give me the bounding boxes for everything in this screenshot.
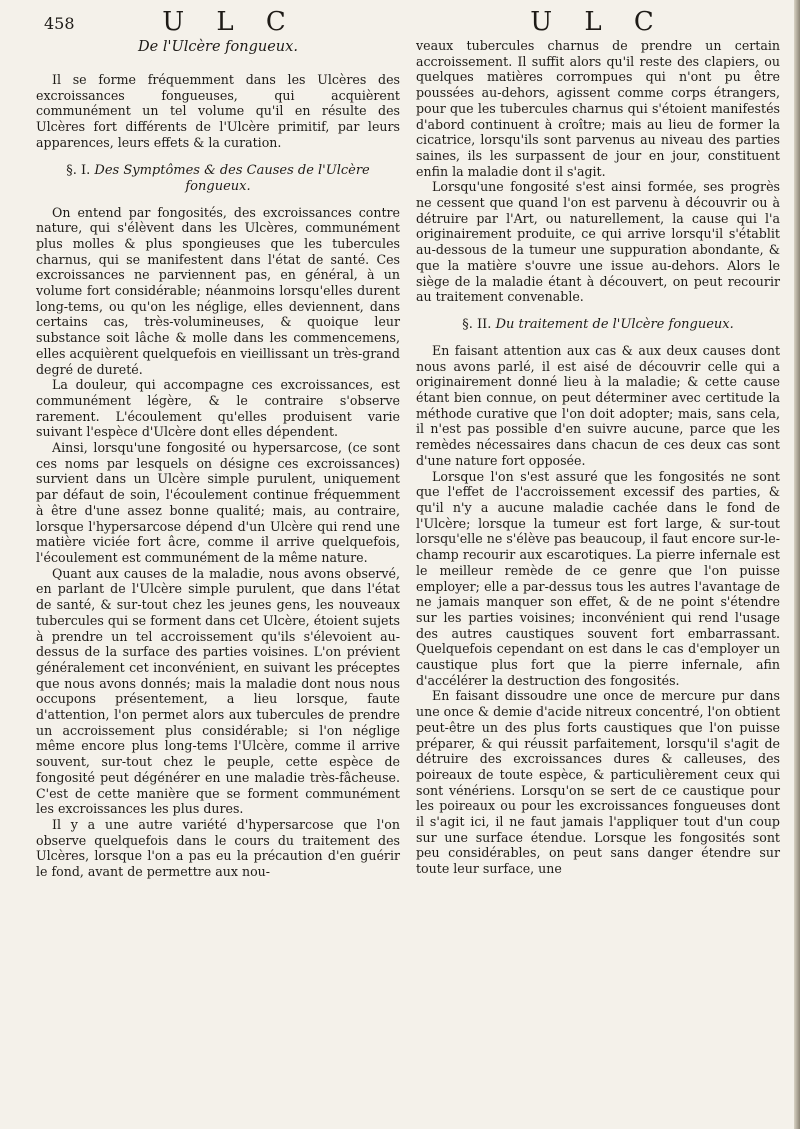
section-number: §. I. [66, 162, 91, 178]
page-edge-shadow [794, 0, 800, 1129]
paragraph: On entend par fongosités, des excroissances contre nature, qui s'élèvent dans les Ulcères, communément plus molles & plus spongieuses que les tubercules charnus, qui se manifestent dans l'état de santé. Ces excroissances ne parviennent pas, en général, à un volume fort considérable; néanmoins lorsqu'elles durent long-tems, ou qu'on les néglige, elles deviennent, dans certains cas, très-volumineuses, & quoique leur substance soit lâche & molle dans les commencemens, elles acquièrent quelquefois en vieillissant un très-grand degré de dureté. [36, 204, 400, 377]
running-head-left: U L C [162, 7, 298, 37]
paragraph: La douleur, qui accompagne ces excroissances, est communément légère, & le contraire s'observe rarement. L'écoulement qu'elles produisent varie suivant l'espèce d'Ulcère dont elles dépendent. [36, 377, 400, 440]
running-head-right: U L C [530, 7, 666, 37]
section-number: §. II. [462, 316, 492, 332]
paragraph: Lorsque l'on s'est assuré que les fongosités ne sont que l'effet de l'accroissement excessif des parties, & qu'il n'y a aucune maladie cachée dans le fond de l'Ulcère; lorsque la tumeur est fort large, & sur-tout lorsqu'elle ne s'élève pas beaucoup, il faut encore sur-le-champ recourir aux escarotiques. La pierre infernale est le meilleur remède de ce genre que l'on puisse employer; elle a par-dessus tous les autres l'avantage de ne jamais manquer son effet, & de ne point s'étendre sur les parties voisines; inconvénient qui rend l'usage des autres caustiques souvent fort embarrassant. Quelquefois cependant on est dans le cas d'employer un caustique plus fort que la pierre infernale, afin d'accélérer la destruction des fongosités. [416, 468, 780, 688]
section-title: Des Symptômes & des Causes de l'Ulcère fongueux. [94, 162, 370, 194]
paragraph: Lorsqu'une fongosité s'est ainsi formée, ses progrès ne cessent que quand l'on est parvenu à découvrir ou à détruire par l'Art, ou naturellement, la cause qui l'a originairement produite, ce qui arrive lorsqu'il s'établit au-dessous de la tumeur une suppuration abondante, & que la matière s'ouvre une issue au-dehors. Alors le siège de la maladie étant à découvert, on peut recourir au traitement convenable. [416, 179, 780, 305]
page-number: 458 [44, 14, 75, 33]
section-heading-1 [36, 163, 400, 195]
paragraph: Ainsi, lorsqu'une fongosité ou hypersarcose, (ce sont ces noms par lesquels on désigne ces excroissances) survient dans un Ulcère simple purulent, uniquement par défaut de soin, l'écoulement continue fréquemment à être d'une assez bonne qualité; mais, au contraire, lorsque l'hypersarcose dépend d'un Ulcère qui rend une matière viciée fort âcre, comme il arrive quelquefois, l'écoulement est communément de la même nature. [36, 440, 400, 565]
paragraph: Il se forme fréquemment dans les Ulcères des excroissances fongueuses, qui acquièrent communément un tel volume qu'il en résulte des Ulcères fort différents de l'Ulcère primitif, par leurs apparences, leurs effets & la curation. [36, 72, 400, 150]
paragraph: Quant aux causes de la maladie, nous avons observé, en parlant de l'Ulcère simple purulent, que dans l'état de santé, & sur-tout chez les jeunes gens, les nouveaux tubercules qui se forment dans cet Ulcère, étoient sujets à prendre un tel accroissement qu'ils s'élevoient au-dessus de la surface des parties voisines. L'on prévient généralement cet inconvénient, en suivant les préceptes que nous avons donnés; mais la maladie dont nous nous occupons présentement, a lieu lorsque, faute d'attention, l'on permet alors aux tubercules de prendre un accroissement plus considérable; si l'on néglige même encore plus long-tems l'Ulcère, comme il arrive souvent, sur-tout chez le peuple, cette espèce de fongosité peut dégénérer en une maladie très-fâcheuse. C'est de cette manière que se forment communément les excroissances les plus dures. [36, 565, 400, 817]
chapter-title: De l'Ulcère fongueux. [138, 39, 298, 55]
right-column [416, 8, 780, 877]
paragraph: Il y a une autre variété d'hypersarcose que l'on observe quelquefois dans le cours du traitement des Ulcères, lorsque l'on a pas eu la précaution d'en guérir le fond, avant de permettre aux nou- [36, 816, 400, 880]
left-column [36, 8, 400, 880]
section-title: Du traitement de l'Ulcère fongueux. [495, 316, 734, 332]
paragraph: En faisant dissoudre une once de mercure pur dans une once & demie d'acide nitreux concentré, l'on obtient peut-être un des plus forts caustiques que l'on puisse préparer, & qui réussit parfaitement, lorsqu'il s'agit de détruire des excroissances dures & calleuses, des poireaux de toute espèce, & particulièrement ceux qui sont vénériens. Lorsqu'on se sert de ce caustique pour les poireaux ou pour les excroissances fongueuses dont il s'agit ici, il ne faut jamais l'appliquer tout d'un coup sur une surface étendue. Lorsque les fongosités sont peu considérables, on peut sans danger étendre sur toute leur surface, une [416, 688, 781, 877]
section-heading-2 [416, 317, 780, 333]
paragraph: veaux tubercules charnus de prendre un certain accroissement. Il suffit alors qu'il reste des clapiers, ou quelques matières corrompues qui n'ont pu être poussées au-dehors, agissent comme corps étrangers, pour que les tubercules charnus qui s'étoient manifestés d'abord continuent à croître; mais au lieu de former la cicatrice, lorsqu'ils sont parvenus au niveau des parties saines, ils les surpassent de jour en jour, constituent enfin la maladie dont il s'agit. [416, 38, 780, 179]
paragraph: En faisant attention aux cas & aux deux causes dont nous avons parlé, il est aisé de découvrir celle qui a originairement donné lieu à la maladie; & cette cause étant bien connue, on peut déterminer avec certitude la méthode curative que l'on doit adopter; mais, sans cela, il n'est pas possible d'en suivre aucune, parce que les remèdes nécessaires dans chacun de ces deux cas sont d'une nature fort opposée. [416, 342, 780, 468]
